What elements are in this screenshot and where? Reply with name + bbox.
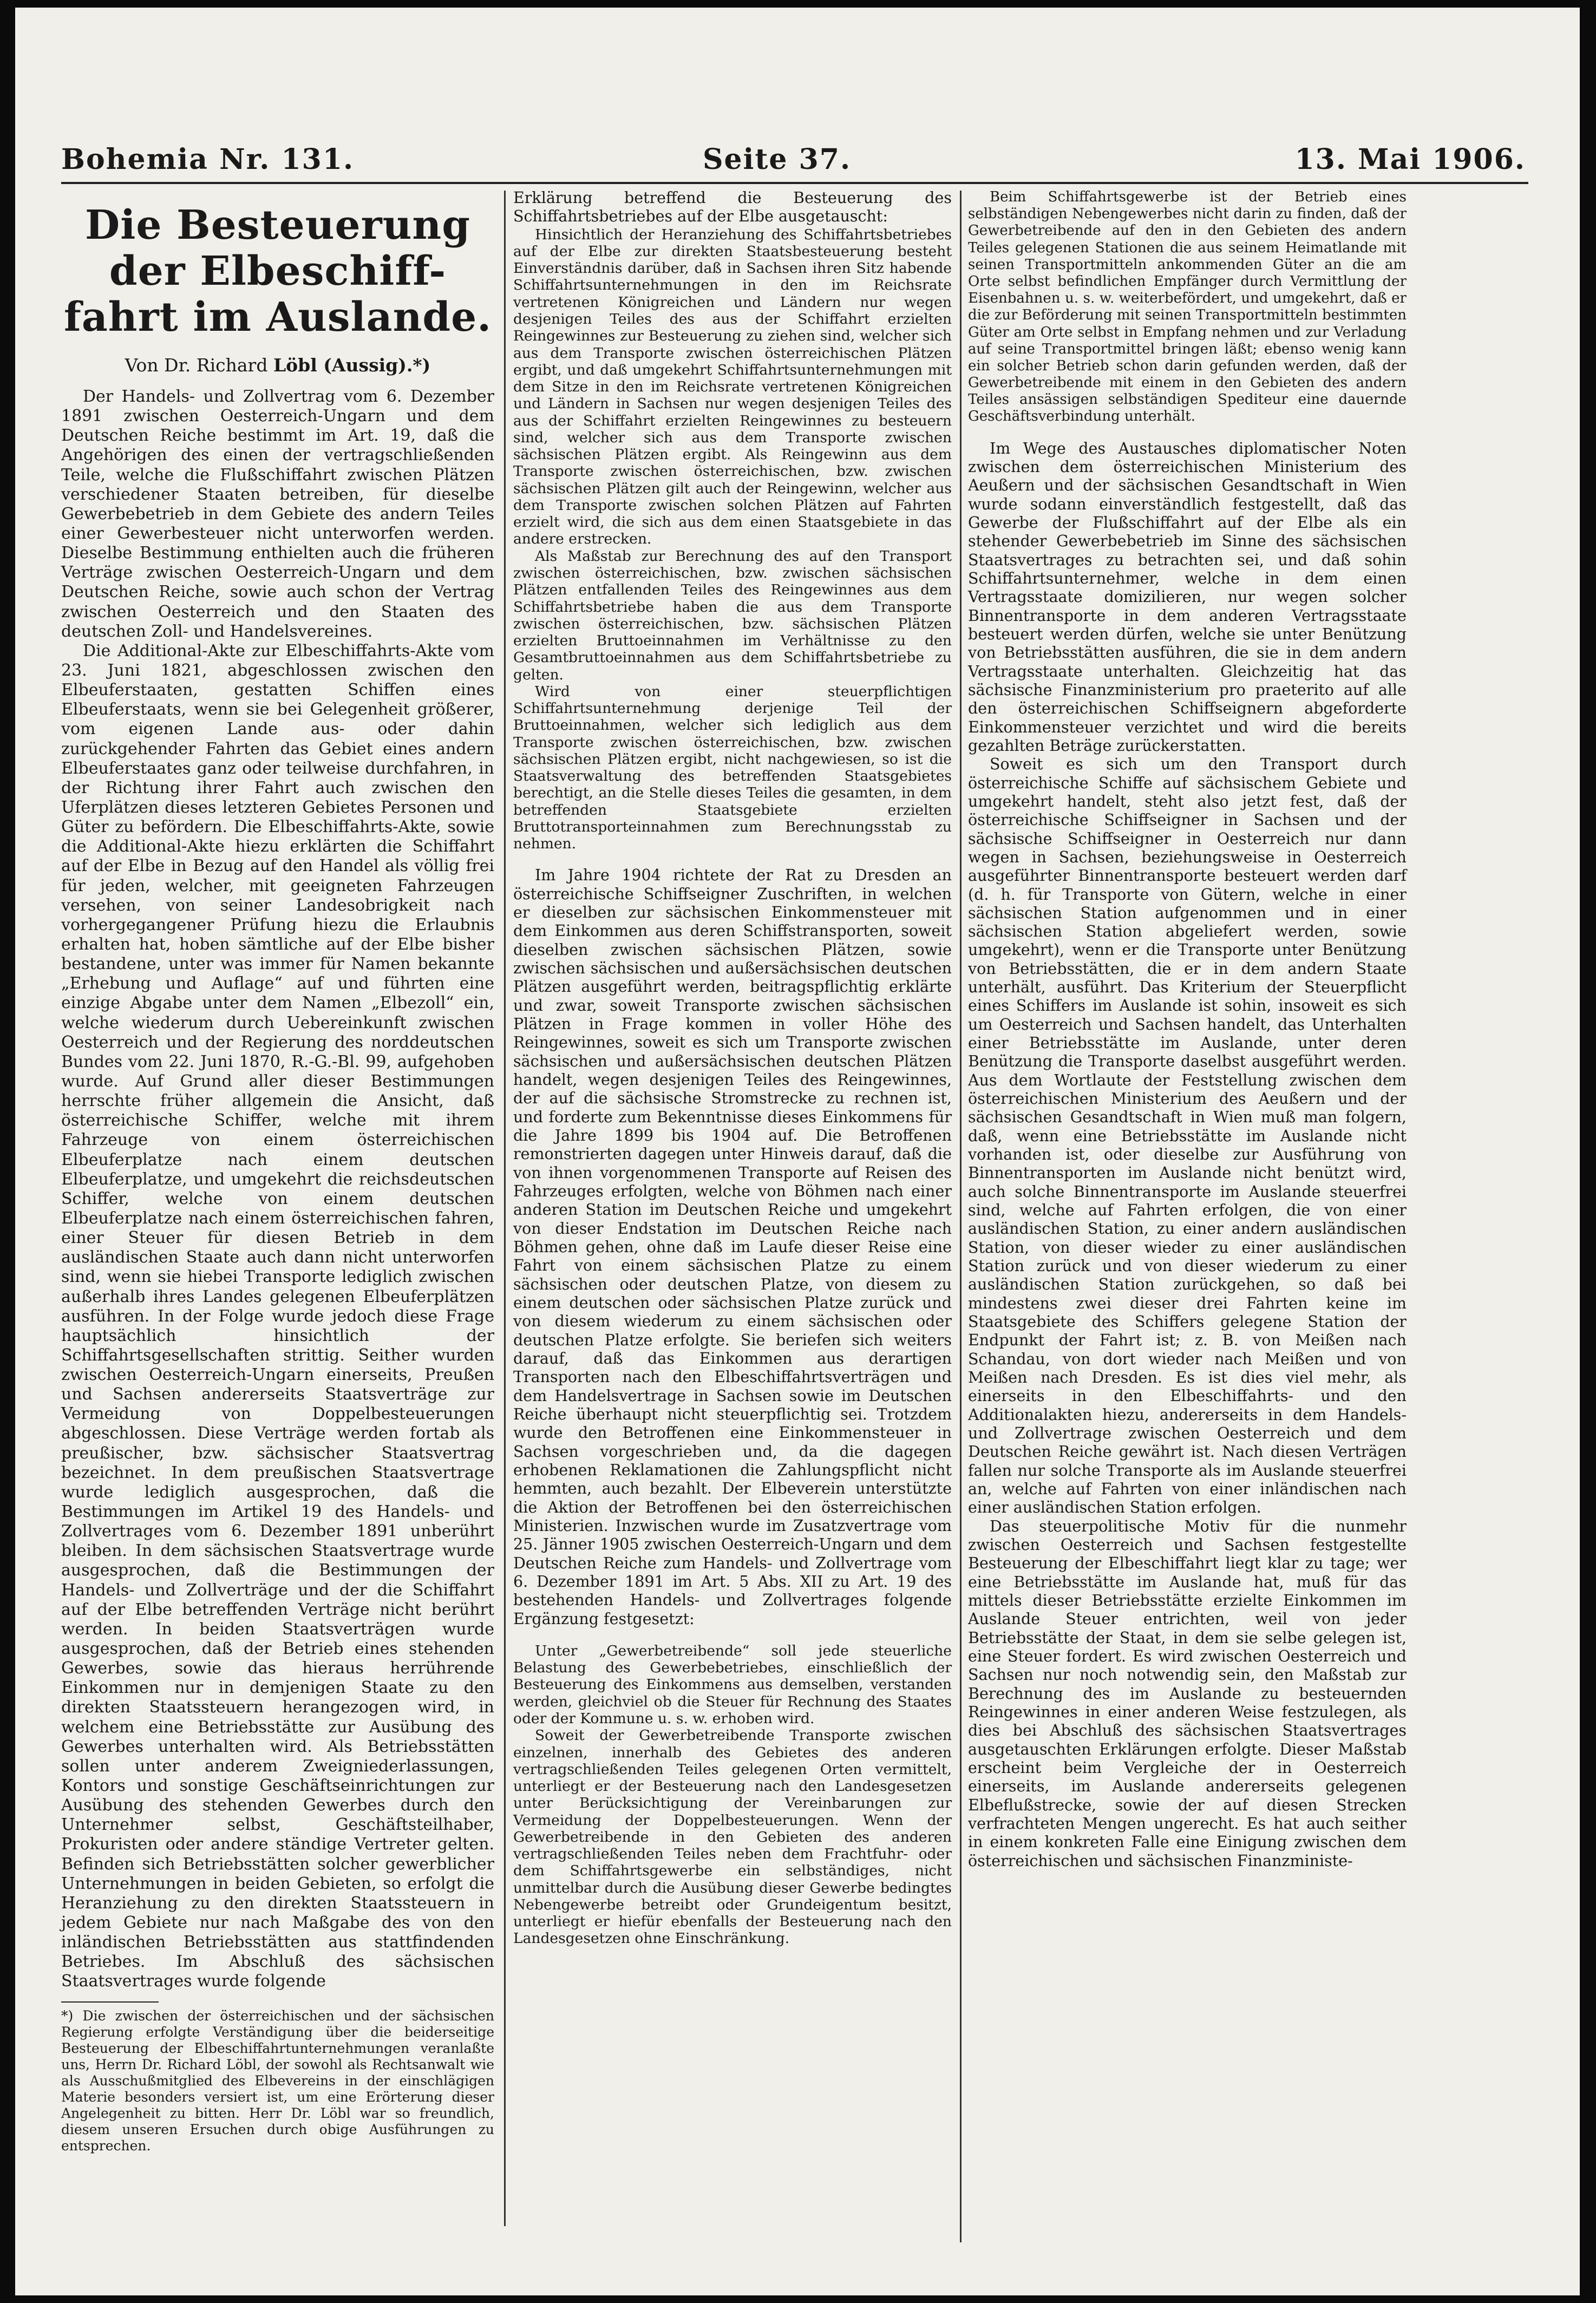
- article-paragraph: Im Jahre 1904 richtete der Rat zu Dresden an österreichische Schiffseigner Zuschriften, in welchen er dieselben zur sächsischen Einkommensteuer mit dem Einkommen aus deren Schiffstransporten, soweit dieselben zwischen sächsischen Plätzen, sowie zwischen sächsischen und außersächsischen deutschen Plätzen ausgeführt werden, beitragspflichtig erklärte und zwar, soweit Transporte zwischen sächsischen Plätzen in Frage kommen in voller Höhe des Reingewinnes, soweit es sich um Transporte zwischen sächsischen und außersächsischen deutschen Plätzen handelt, wegen desjenigen Teiles des Reingewinnes, der auf die sächsische Stromstrecke zu rechnen ist, und forderte zum Bekenntnisse dieses Einkommens für die Jahre 1899 bis 1904 auf. Die Betroffenen remonstrierten dagegen unter Hinweis darauf, daß die von ihnen vorgenommenen Transporte auf Reisen des Fahrzeuges erfolgten, welche von Böhmen nach einer anderen Station im Deutschen Reiche und umgekehrt von dieser Endstation im Deutschen Reiche nach Böhmen gehen, ohne daß im Laufe dieser Reise eine Fahrt von einem sächsischen Platze zu einem sächsischen oder deutschen Platze, von diesem zu einem deutschen oder sächsischen Platze zurück und von diesem wiederum zu einem sächsischen oder deutschen Platze erfolgte. Sie beriefen sich weiters darauf, daß das Einkommen aus derartigen Transporten nach den Elbeschiffahrtsverträgen und dem Handelsvertrage in Sachsen sowie im Deutschen Reiche überhaupt nicht steuerpflichtig sei. Trotzdem wurde den Betroffenen eine Einkommensteuer in Sachsen vorgeschrieben und, da die dagegen erhobenen Reklamationen die Zahlungspflicht nicht hemmten, auch bezahlt. Der Elbeverein unterstützte die Aktion der Betroffenen bei den österreichischen Ministerien. Inzwischen wurde im Zusatzvertrage vom 25. Jänner 1905 zwischen Oesterreich-Ungarn und dem Deutschen Reiche zum Handels- und Zollvertrage vom 6. Dezember 1891 im Art. 5 Abs. XII zu Art. 19 des bestehenden Handels- und Zollvertrages folgende Ergänzung festgesetzt:: [513, 866, 952, 1628]
- quote-paragraph: Unter „Gewerbetreibende“ soll jede steuerliche Belastung des Gewerbebetriebes, einschließlich der Besteuerung des Einkommens aus demselben, verstanden werden, gleichviel ob die Steuer für Rechnung des Staates oder der Kommune u. s. w. erhoben wird.: [513, 1642, 952, 1727]
- byline-author: Löbl (Aussig).*): [273, 355, 431, 376]
- article-byline: [61, 355, 494, 376]
- article-title: Die Besteuerung der Elbeschiff-fahrt im Auslande.: [63, 202, 492, 341]
- column-3: [968, 189, 1407, 2246]
- page-header: [48, 143, 1547, 181]
- article-paragraph: Erklärung betreffend die Besteuerung des Schiffahrtsbetriebes auf der Elbe ausgetauscht:: [513, 189, 952, 226]
- spacer: [513, 852, 952, 866]
- quote-paragraph: Beim Schiffahrtsgewerbe ist der Betrieb eines selbständigen Nebengewerbes nicht darin zu finden, daß der Gewerbetreibende auf den in den Gebieten des andern Teiles gelegenen Stationen die aus seinem Heimatlande mit seinen Transportmitteln ankommenden Güter an die am Orte selbst befindlichen Empfänger durch Vermittlung der Eisenbahnen u. s. w. weiterbefördert, und umgekehrt, daß er die zur Beförderung mit seinen Transportmitteln bestimmten Güter am Orte selbst in Empfang nehmen und zur Verladung auf seine Transportmittel bringen läßt; ebenso wenig kann ein solcher Betrieb schon darin gefunden werden, daß der Gewerbetreibende mit einem in den Gebieten des andern Teiles ansässigen selbständigen Spediteur eine dauernde Geschäftsverbindung unterhält.: [968, 189, 1407, 425]
- footnote: *) Die zwischen der österreichischen und der sächsischen Regierung erfolgte Verständigung über die beiderseitige Besteuerung der Elbeschiffahrtunternehmungen veranlaßte uns, Herrn Dr. Richard Löbl, der sowohl als Rechtsanwalt wie als Ausschußmitglied des Elbevereins in der einschlägigen Materie besonders versiert ist, um eine Erörterung dieser Angelegenheit zu bitten. Herr Dr. Löbl war so freundlich, diesem unseren Ersuchen durch obige Ausführungen zu entsprechen.: [61, 2007, 494, 2154]
- column-divider: [504, 191, 506, 2226]
- article-paragraph: Im Wege des Austausches diplomatischer Noten zwischen dem österreichischen Ministerium des Aeußern und der sächsischen Gesandtschaft in Wien wurde sodann einverständlich festgestellt, daß das Gewerbe der Flußschiffahrt auf der Elbe als ein stehender Gewerbebetrieb im Sinne des sächsischen Staatsvertrages zu betrachten sei, und daß sohin Schiffahrtsunternehmer, welche in dem einen Vertragsstaate domizilieren, nur wegen solcher Binnentransporte in dem anderen Vertragsstaate besteuert werden dürfen, welche sie unter Benützung von Betriebsstätten ausführen, die sie in dem andern Vertragsstaate unterhalten. Gleichzeitig hat das sächsische Finanzministerium pro praeterito auf alle den österreichischen Schiffseignern abgeforderte Einkommensteuer verzichtet und wird die bereits gezahlten Beträge zurückerstatten.: [968, 439, 1407, 755]
- quoted-treaty-text: [513, 1643, 952, 1947]
- header-rule: [61, 182, 1528, 184]
- footnote-rule: [61, 2001, 159, 2003]
- column-1: [61, 189, 494, 2230]
- spacer: [513, 1628, 952, 1643]
- spacer: [968, 426, 1407, 440]
- article-paragraph: Der Handels- und Zollvertrag vom 6. Dezember 1891 zwischen Oesterreich-Ungarn und dem Deutschen Reiche bestimmt im Art. 19, daß die Angehörigen des einen der vertragschließenden Teile, welche die Flußschiffahrt zwischen Plätzen verschiedener Staaten betreiben, für dieselbe Gewerbebetrieb in dem Gebiete des andern Teiles einer Gewerbesteuer nicht unterworfen werden. Dieselbe Bestimmung enthielten auch die früheren Verträge zwischen Oesterreich-Ungarn und dem Deutschen Reiche, sowie auch schon der Vertrag zwischen Oesterreich und den Staaten des deutschen Zoll- und Handelsvereines.: [61, 387, 494, 641]
- quote-paragraph: Als Maßstab zur Berechnung des auf den Transport zwischen österreichischen, bzw. zwischen sächsischen Plätzen entfallenden Teiles des Reingewinnes aus dem Schiffahrtsbetriebe haben die aus dem Transporte zwischen österreichischen, bzw. sächsischen Plätzen erzielten Bruttoeinnahmen im Verhältnisse zu den Gesamtbruttoeinnahmen aus dem Schiffahrtsbetriebe zu gelten.: [513, 547, 952, 683]
- column-divider: [960, 191, 961, 2242]
- quote-paragraph: Hinsichtlich der Heranziehung des Schiffahrtsbetriebes auf der Elbe zur direkten Staatsbesteuerung besteht Einverständnis darüber, daß in Sachsen ihren Sitz habende Schiffahrtsunternehmungen in den im Reichsrate vertretenen Königreichen und Ländern nur wegen desjenigen Teiles des aus der Schiffahrt erzielten Reingewinnes zur Besteuerung zu ziehen sind, welcher sich aus dem Transporte zwischen österreichischen Plätzen ergibt, und daß umgekehrt Schiffahrtsunternehmungen mit dem Sitze in den im Reichsrate vertretenen Königreichen und Ländern in Sachsen nur wegen desjenigen Teiles des aus der Schiffahrt erzielten Reingewinnes zu besteuern sind, welcher sich aus dem Transporte zwischen sächsischen Plätzen ergibt. Als Reingewinn aus dem Transporte zwischen österreichischen, bzw. zwischen sächsischen Plätzen gilt auch der Reingewinn, welcher aus dem Transporte zwischen solchen Plätzen auf Fahrten erzielt wird, die sich aus dem einen Staatsgebiete in das andere erstrecken.: [513, 226, 952, 548]
- header-newspaper-issue: Bohemia Nr. 131.: [61, 143, 355, 176]
- quoted-treaty-text-continued: [968, 189, 1407, 426]
- quote-paragraph: Wird von einer steuerpflichtigen Schiffahrtsunternehmung derjenige Teil der Bruttoeinnahmen, welcher sich lediglich aus dem Transporte zwischen österreichischen, bzw. zwischen sächsischen Plätzen ergibt, nicht nachgewiesen, so ist die Staatsverwaltung des betreffenden Staatsgebietes berechtigt, an die Stelle dieses Teiles die gesamten, in dem betreffenden Staatsgebiete erzielten Bruttotransporteinnahmen zum Berechnungsstab zu nehmen.: [513, 683, 952, 853]
- header-date: 13. Mai 1906.: [1294, 143, 1526, 176]
- header-page-number: Seite 37.: [703, 143, 852, 176]
- newspaper-page: [15, 8, 1580, 2295]
- byline-prefix: Von Dr. Richard: [125, 355, 268, 376]
- article-paragraph: Die Additional-Akte zur Elbeschiffahrts-Akte vom 23. Juni 1821, abgeschlossen zwischen den Elbeuferstaaten, gestatten Schiffen eines Elbeuferstaats, wenn sie bei Gelegenheit größerer, vom eigenen Lande aus- oder dahin zurückgehender Fahrten das Gebiet eines andern Elbeuferstaates ganz oder teilweise durchfahren, in der Richtung ihrer Fahrt auch zwischen den Uferplätzen dieses letzteren Gebietes Personen und Güter zu befördern. Die Elbeschiffahrts-Akte, sowie die Additional-Akte hiezu erklärten die Schiffahrt auf der Elbe in Bezug auf den Handel als völlig frei für jeden, welcher, mit geeigneten Fahrzeugen versehen, von seiner Landesobrigkeit nach vorhergegangener Prüfung hiezu die Erlaubnis erhalten hat, hoben sämtliche auf der Elbe bisher bestandene, unter was immer für Namen bekannte „Erhebung und Auflage“ auf und führten eine einzige Abgabe unter dem Namen „Elbezoll“ ein, welche wiederum durch Uebereinkunft zwischen Oesterreich und der Regierung des norddeutschen Bundes vom 22. Juni 1870, R.-G.-Bl. 99, aufgehoben wurde. Auf Grund aller dieser Bestimmungen herrschte früher allgemein die Ansicht, daß österreichische Schiffer, welche mit ihrem Fahrzeuge von einem österreichischen Elbeuferplatze nach einem deutschen Elbeuferplatze, und umgekehrt die reichsdeutschen Schiffer, welche von einem deutschen Elbeuferplatze nach einem österreichischen fahren, einer Steuer für diesen Betrieb in dem ausländischen Staate auch dann nicht unterworfen sind, wenn sie hiebei Transporte lediglich zwischen außerhalb ihres Landes gelegenen Elbeuferplätzen ausführen. In der Folge wurde jedoch diese Frage hauptsächlich hinsichtlich der Schiffahrtsgesellschaften strittig. Seither wurden zwischen Oesterreich-Ungarn einerseits, Preußen und Sachsen andererseits Staatsverträge zur Vermeidung von Doppelbesteuerungen abgeschlossen. Diese Verträge werden fortab als preußischer, bzw. sächsischer Staatsvertrag bezeichnet. In dem preußischen Staatsvertrage wurde lediglich ausgesprochen, daß die Bestimmungen im Artikel 19 des Handels- und Zollvertrages vom 6. Dezember 1891 unberührt bleiben. In dem sächsischen Staatsvertrage wurde ausgesprochen, daß die Bestimmungen der Handels- und Zollverträge und der die Schiffahrt auf der Elbe betreffenden Verträge nicht berührt werden. In beiden Staatsverträgen wurde ausgesprochen, daß der Betrieb eines stehenden Gewerbes, sowie das hieraus herrührende Einkommen nur in demjenigen Staate zu den direkten Staatssteuern herangezogen wird, in welchem eine Betriebsstätte zur Ausübung des Gewerbes unterhalten wird. Als Betriebsstätten sollen unter anderem Zweigniederlassungen, Kontors und sonstige Geschäftseinrichtungen zur Ausübung des stehenden Gewerbes durch den Unternehmer selbst, Geschäftsteilhaber, Prokuristen oder andere ständige Vertreter gelten. Befinden sich Betriebsstätten solcher gewerblicher Unternehmungen in beiden Gebieten, so erfolgt die Heranziehung zu den direkten Staatssteuern in jedem Gebiete nur nach Maßgabe des von den inländischen Betriebsstätten aus stattfindenden Betriebes. Im Abschluß des sächsischen Staatsvertrages wurde folgende: [61, 641, 494, 1991]
- quote-paragraph: Soweit der Gewerbetreibende Transporte zwischen einzelnen, innerhalb des Gebietes des anderen vertragschließenden Teiles gelegenen Orten vermittelt, unterliegt er der Besteuerung nach den Landesgesetzen unter Berücksichtigung der Vereinbarungen zur Vermeidung der Doppelbesteuerungen. Wenn der Gewerbetreibende in den Gebieten des anderen vertragschließenden Teiles neben dem Frachtfuhr- oder dem Schiffahrtsgewerbe ein selbständiges, nicht unmittelbar durch die Ausübung dieser Gewerbe bedingtes Nebengewerbe betreibt oder Grundeigentum besitzt, unterliegt er hiefür ebenfalls der Besteuerung nach den Landesgesetzen ohne Einschränkung.: [513, 1727, 952, 1947]
- quoted-declaration: [513, 226, 952, 853]
- column-2: [513, 189, 952, 2262]
- article-paragraph: Das steuerpolitische Motiv für die nunmehr zwischen Oesterreich und Sachsen festgestellte Besteuerung der Elbeschiffahrt liegt klar zu tage; wer eine Betriebsstätte im Auslande hat, muß für das mittels dieser Betriebsstätte erzielte Einkommen im Auslande Steuer entrichten, weil von jeder Betriebsstätte der Staat, in dem sie selbe gelegen ist, eine Steuer fordert. Es wird zwischen Oesterreich und Sachsen nur noch notwendig sein, den Maßstab zur Berechnung des im Auslande zu besteuernden Reingewinnes in einer anderen Weise festzulegen, als dies bei Abschluß des sächsischen Staatsvertrages ausgetauschten Erklärungen erfolgte. Dieser Maßstab erscheint beim Vergleiche der in Oesterreich einerseits, im Auslande andererseits gelegenen Elbeflußstrecke, sowie der auf diesen Strecken verfrachteten Mengen ungerecht. Es hat auch seither in einem konkreten Falle eine Einigung zwischen dem österreichischen und sächsischen Finanzministe-: [968, 1517, 1407, 1870]
- article-paragraph: Soweit es sich um den Transport durch österreichische Schiffe auf sächsischem Gebiete und umgekehrt handelt, steht also jetzt fest, daß der österreichische Schiffseigner in Sachsen und der sächsische Schiffseigner in Oesterreich nur dann wegen in Sachsen, beziehungsweise in Oesterreich ausgeführter Binnentransporte besteuert werden darf (d. h. für Transporte von Gütern, welche in einer sächsischen Station aufgenommen und in einer sächsischen Station abgeliefert werden, sowie umgekehrt), wenn er die Transporte unter Benützung von Betriebsstätten, die er in dem andern Staate unterhält, ausführt. Das Kriterium der Steuerpflicht eines Schiffers im Auslande ist sohin, insoweit es sich um Oesterreich und Sachsen handelt, das Unterhalten einer Betriebsstätte im Auslande, unter deren Benützung die Transporte daselbst ausgeführt werden. Aus dem Wortlaute der Feststellung zwischen dem österreichischen Ministerium des Aeußern und der sächsischen Gesandtschaft in Wien muß man folgern, daß, wenn eine Betriebsstätte im Auslande nicht vorhanden ist, oder dieselbe zur Ausführung von Binnentransporten im Auslande nicht benützt wird, auch solche Binnentransporte im Auslande steuerfrei sind, welche auf Fahrten erfolgen, die von einer ausländischen Station, zu einer andern ausländischen Station, von dieser wieder zu einer ausländischen Station zurück und von dieser wiederum zu einer ausländischen Station zurückgehen, so daß bei mindestens zwei dieser drei Fahrten keine im Staatsgebiete des Schiffers gelegene Station der Endpunkt der Fahrt ist; z. B. von Meißen nach Schandau, von dort wieder nach Meißen und von Meißen nach Dresden. Es ist dies viel mehr, als einerseits in den Elbeschiffahrts- und den Additionalakten hiezu, andererseits in dem Handels- und Zollvertrage zwischen Oesterreich und dem Deutschen Reiche gewährt ist. Nach diesen Verträgen fallen nur solche Transporte als im Auslande steuerfrei an, welche auf Fahrten von einer inländischen nach einer ausländischen Station erfolgen.: [968, 755, 1407, 1517]
